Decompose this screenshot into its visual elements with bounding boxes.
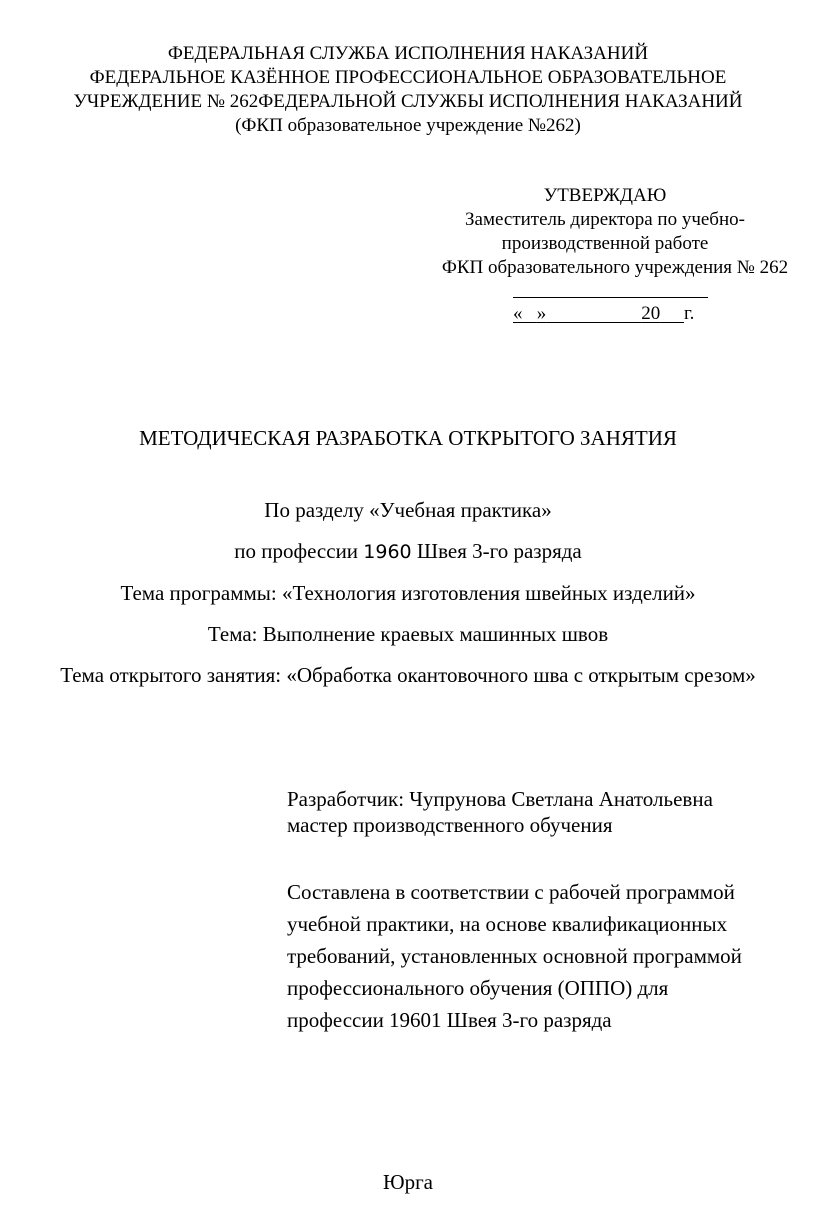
approval-date-line xyxy=(513,302,711,326)
developer-block xyxy=(287,786,807,838)
document-title: МЕТОДИЧЕСКАЯ РАЗРАБОТКА ОТКРЫТОГО ЗАНЯТИЯ xyxy=(139,426,677,450)
approval-heading: УТВЕРЖДАЮ xyxy=(543,185,667,206)
header-line-3: УЧРЕЖДЕНИЕ № 262ФЕДЕРАЛЬНОЙ СЛУЖБЫ ИСПОЛНЕНИЯ НАКАЗАНИЙ xyxy=(73,91,743,112)
developer-name: Разработчик: Чупрунова Светлана Анатольевна xyxy=(287,787,713,811)
approval-block xyxy=(400,184,810,280)
header-line-2: ФЕДЕРАЛЬНОЕ КАЗЁННОЕ ПРОФЕССИОНАЛЬНОЕ ОБРАЗОВАТЕЛЬНОЕ xyxy=(89,67,727,88)
approval-position-line-2: производственной работе xyxy=(501,233,709,254)
profession-code: 1960 xyxy=(363,541,412,563)
compliance-line-4: профессионального обучения (ОППО) для xyxy=(287,976,669,1000)
compliance-line-5: профессии 19601 Швея 3-го разряда xyxy=(287,1008,612,1032)
city-footer: Юрга xyxy=(382,1170,434,1194)
signature-line xyxy=(513,297,708,298)
header-line-1: ФЕДЕРАЛЬНАЯ СЛУЖБА ИСПОЛНЕНИЯ НАКАЗАНИЙ xyxy=(167,43,649,64)
date-suffix: г. xyxy=(684,303,695,324)
header-line-4: (ФКП образовательное учреждение №262) xyxy=(235,115,581,136)
profession-line: по профессии 1960 Швея 3-го разряда xyxy=(234,539,582,563)
compliance-line-2: учебной практики, на основе квалификационных xyxy=(287,912,728,936)
date-year: 20 xyxy=(641,303,661,324)
program-topic-line: Тема программы: «Технология изготовления швейных изделий» xyxy=(120,581,696,605)
approval-organization: ФКП образовательного учреждения № 262 xyxy=(441,257,789,278)
section-line: По разделу «Учебная практика» xyxy=(264,498,552,522)
compliance-block xyxy=(287,876,807,1036)
lesson-topic-line: Тема открытого занятия: «Обработка окантовочного шва с открытым срезом» xyxy=(60,663,756,687)
date-day-field: « » 20 xyxy=(513,303,661,324)
topic-line: Тема: Выполнение краевых машинных швов xyxy=(207,622,609,646)
compliance-line-3: требований, установленных основной программой xyxy=(287,944,742,968)
developer-position: мастер производственного обучения xyxy=(287,813,613,837)
organization-header xyxy=(0,42,816,138)
approval-position-line-1: Заместитель директора по учебно- xyxy=(465,209,745,230)
compliance-line-1: Составлена в соответствии с рабочей программой xyxy=(287,880,735,904)
